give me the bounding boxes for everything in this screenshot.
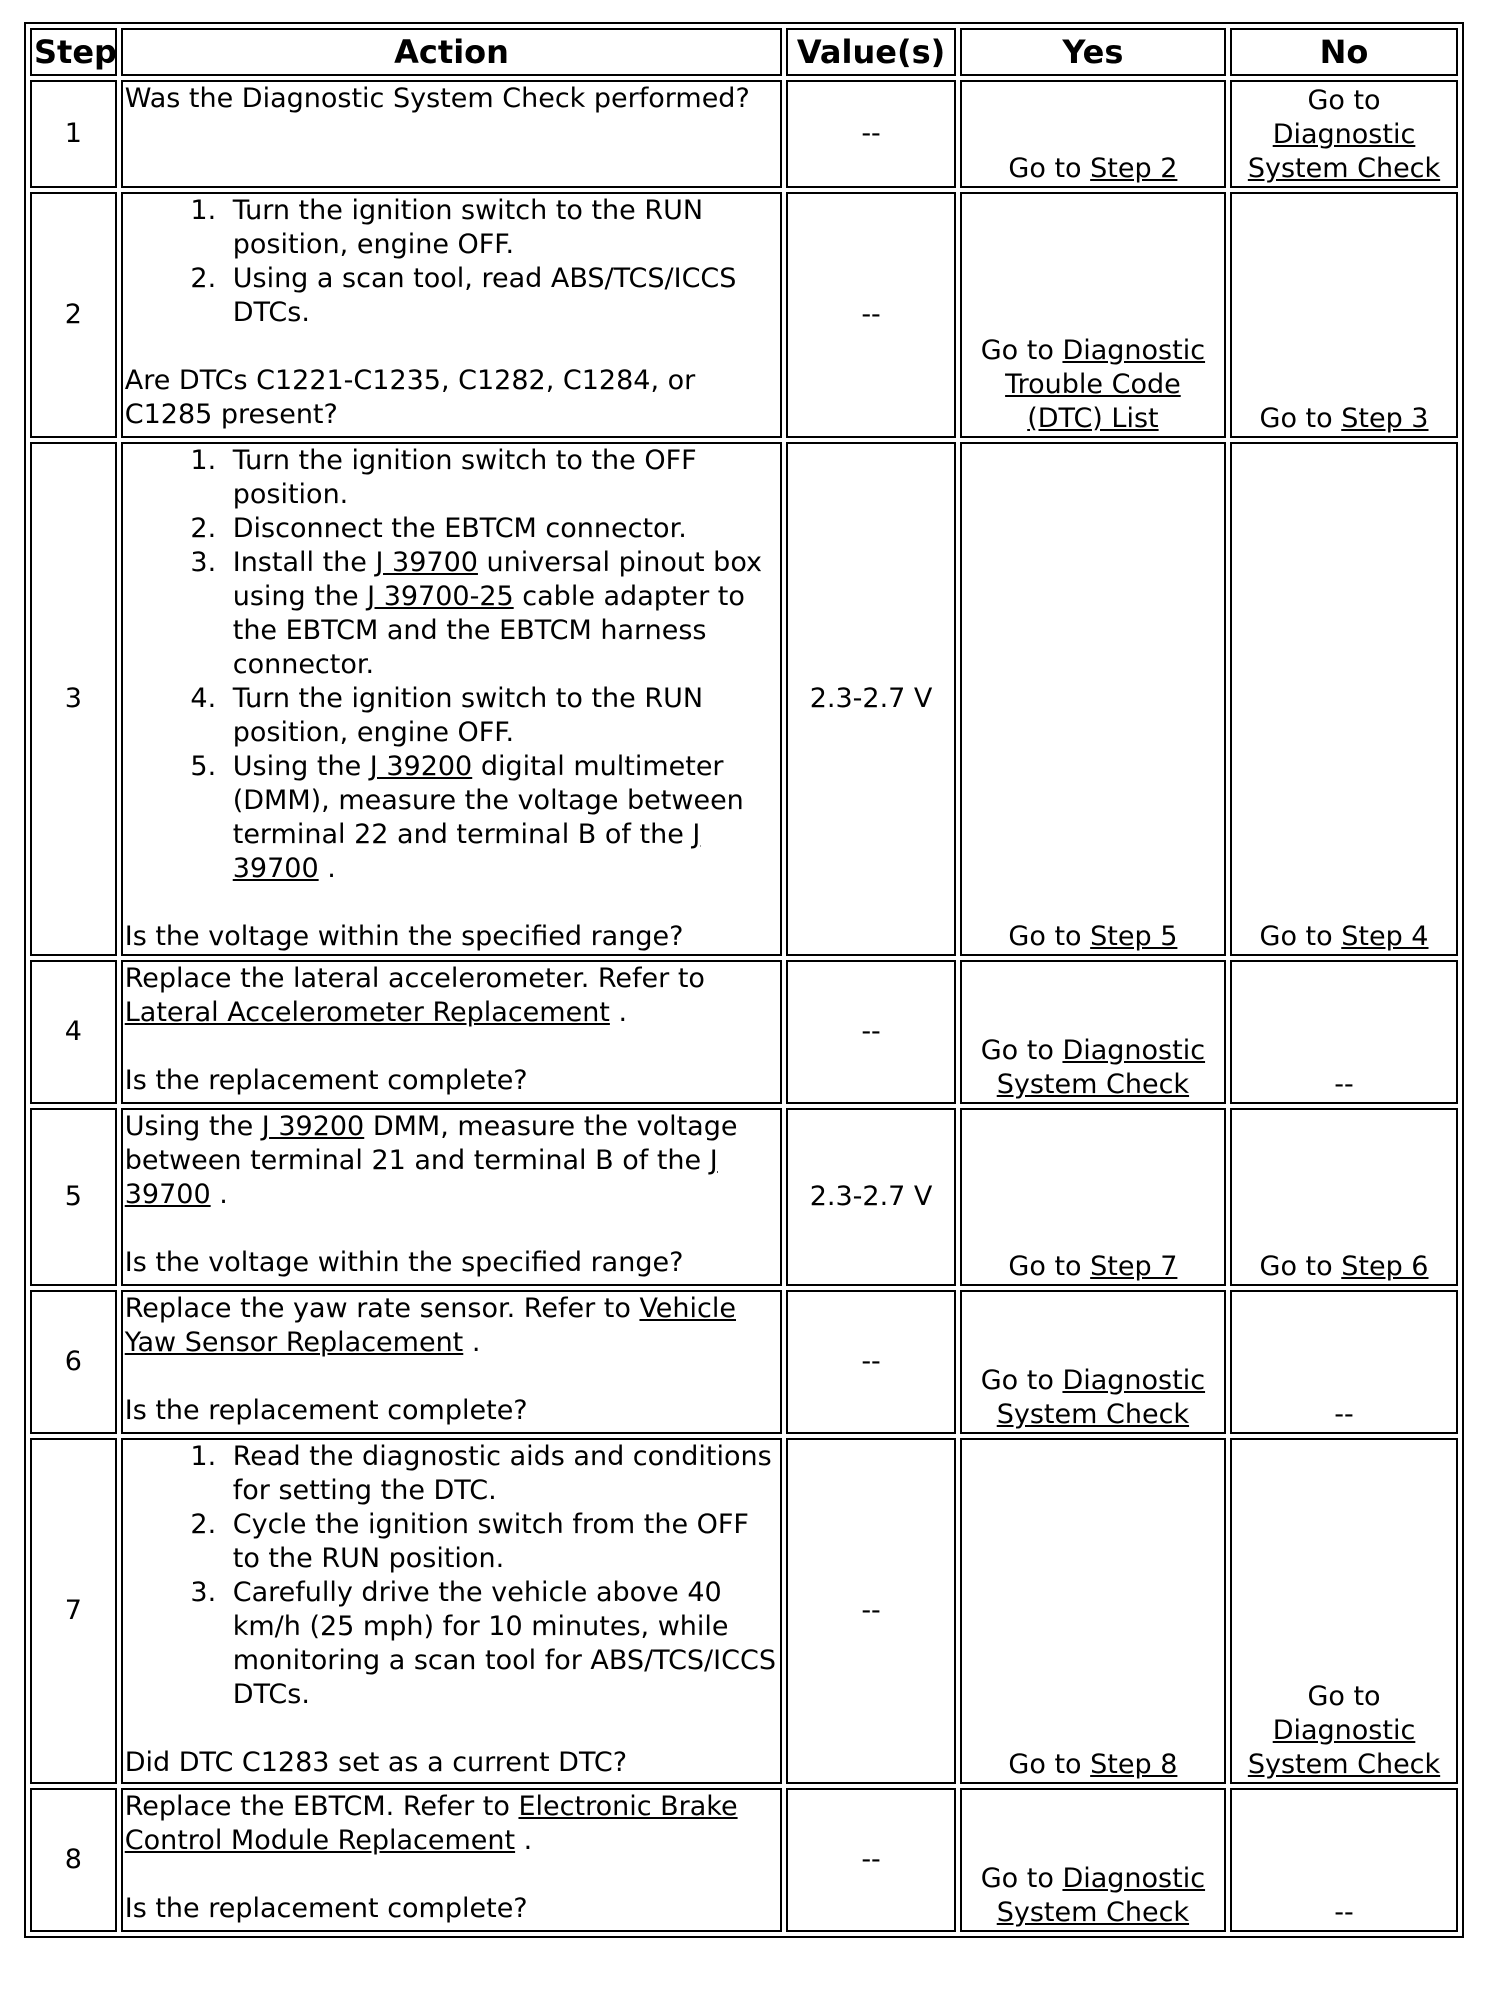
step-number: 5 xyxy=(30,1108,117,1286)
action-text xyxy=(125,962,779,1030)
action-pre: Replace the yaw rate sensor. Refer to xyxy=(124,1293,640,1324)
no-cell xyxy=(1230,1438,1458,1784)
action-post: . xyxy=(463,1327,481,1358)
yes-prefix: Go to xyxy=(980,1035,1063,1066)
action-pre: Replace the lateral accelerometer. Refer to xyxy=(124,963,705,994)
diagnostic-table xyxy=(24,22,1464,1938)
link-diagnostic-system-check[interactable]: Diagnostic System Check xyxy=(996,1365,1206,1430)
action-cell xyxy=(121,1290,783,1434)
link-lateral-accelerometer-replacement[interactable]: Lateral Accelerometer Replacement xyxy=(124,997,610,1028)
value-cell: -- xyxy=(786,960,955,1104)
table-row xyxy=(30,80,1458,188)
action-text xyxy=(125,1110,779,1212)
procedure-step: 4. Turn the ignition switch to the RUN position, engine OFF. xyxy=(225,682,779,750)
no-cell xyxy=(1230,192,1458,438)
value-cell: 2.3-2.7 V xyxy=(786,442,955,956)
question-text: Did DTC C1283 set as a current DTC? xyxy=(124,1747,628,1778)
no-cell: -- xyxy=(1230,960,1458,1104)
link-step-6[interactable]: Step 6 xyxy=(1341,1251,1429,1282)
procedure-step: 2. Using a scan tool, read ABS/TCS/ICCS DTCs. xyxy=(225,262,779,330)
procedure-step: 3. Carefully drive the vehicle above 40 km/h (25 mph) for 10 minutes, while monitoring a scan tool for ABS/TCS/ICCS DTCs. xyxy=(225,1576,779,1712)
step-number: 1 xyxy=(30,80,117,188)
procedure-step: 1. Turn the ignition switch to the OFF position. xyxy=(225,444,779,512)
value-cell: -- xyxy=(786,80,955,188)
link-step-5[interactable]: Step 5 xyxy=(1090,921,1178,952)
table-header-row xyxy=(30,28,1458,76)
no-prefix: Go to xyxy=(1259,921,1342,952)
value-cell: 2.3-2.7 V xyxy=(786,1108,955,1286)
no-cell xyxy=(1230,442,1458,956)
action-cell xyxy=(121,442,783,956)
procedure-step xyxy=(225,546,779,682)
link-diagnostic-system-check[interactable]: Diagnostic System Check xyxy=(1247,1715,1441,1780)
procedure-step: 1. Turn the ignition switch to the RUN position, engine OFF. xyxy=(225,194,779,262)
link-j-39700[interactable]: J 39700 xyxy=(232,819,701,884)
step-text: digital multimeter (DMM), measure the voltage between terminal 22 and terminal B of the xyxy=(232,751,744,850)
header-step: Step xyxy=(30,28,117,76)
step-number: 2 xyxy=(30,192,117,438)
link-step-2[interactable]: Step 2 xyxy=(1090,153,1178,184)
action-cell xyxy=(121,80,783,188)
procedure-list xyxy=(125,444,779,886)
table-row xyxy=(30,1108,1458,1286)
value-cell: -- xyxy=(786,1788,955,1932)
link-j-39200[interactable]: J 39200 xyxy=(261,1111,365,1142)
step-number: 6 xyxy=(30,1290,117,1434)
header-yes: Yes xyxy=(960,28,1226,76)
yes-cell xyxy=(960,1788,1226,1932)
action-cell xyxy=(121,1108,783,1286)
value-cell: -- xyxy=(786,192,955,438)
header-values: Value(s) xyxy=(786,28,955,76)
link-ebcm-replacement[interactable]: Electronic Brake Control Module Replacement xyxy=(124,1791,738,1856)
question-text: Is the replacement complete? xyxy=(124,1893,528,1924)
table-row xyxy=(30,192,1458,438)
procedure-step: 2. Disconnect the EBTCM connector. xyxy=(225,512,779,546)
yes-cell xyxy=(960,1108,1226,1286)
link-step-3[interactable]: Step 3 xyxy=(1341,403,1429,434)
yes-cell xyxy=(960,442,1226,956)
no-prefix: Go to xyxy=(1307,1681,1381,1712)
action-text xyxy=(125,1790,779,1858)
link-step-7[interactable]: Step 7 xyxy=(1090,1251,1178,1282)
no-cell xyxy=(1230,1108,1458,1286)
action-cell xyxy=(121,960,783,1104)
table-row xyxy=(30,1438,1458,1784)
action-cell xyxy=(121,1438,783,1784)
yes-prefix: Go to xyxy=(1008,921,1091,952)
procedure-step: 2. Cycle the ignition switch from the OFF to the RUN position. xyxy=(225,1508,779,1576)
action-text: Was the Diagnostic System Check performed? xyxy=(124,83,750,114)
action-mid: DMM, measure the voltage between terminal 21 and terminal B of the xyxy=(124,1111,738,1176)
yes-cell xyxy=(960,192,1226,438)
yes-prefix: Go to xyxy=(1008,1251,1091,1282)
yes-prefix: Go to xyxy=(1008,1749,1091,1780)
step-text: cable adapter to the EBTCM and the EBTCM harness connector. xyxy=(232,581,745,680)
yes-cell xyxy=(960,1438,1226,1784)
link-diagnostic-system-check[interactable]: Diagnostic System Check xyxy=(996,1035,1206,1100)
procedure-step xyxy=(225,750,779,886)
step-number: 3 xyxy=(30,442,117,956)
no-cell: -- xyxy=(1230,1788,1458,1932)
action-cell xyxy=(121,192,783,438)
step-number: 4 xyxy=(30,960,117,1104)
link-j-39700[interactable]: J 39700 xyxy=(375,547,478,578)
yes-prefix: Go to xyxy=(980,335,1063,366)
procedure-list xyxy=(125,194,779,330)
step-text: universal pinout box using the xyxy=(232,547,762,612)
step-text: . xyxy=(318,853,336,884)
yes-prefix: Go to xyxy=(980,1863,1063,1894)
action-pre: Using the xyxy=(124,1111,262,1142)
no-prefix: Go to xyxy=(1259,1251,1342,1282)
yes-cell xyxy=(960,960,1226,1104)
link-j-39700[interactable]: J 39700 xyxy=(124,1145,718,1210)
link-step-4[interactable]: Step 4 xyxy=(1341,921,1429,952)
value-cell: -- xyxy=(786,1438,955,1784)
link-vehicle-yaw-sensor-replacement[interactable]: Vehicle Yaw Sensor Replacement xyxy=(124,1293,736,1358)
action-pre: Replace the EBTCM. Refer to xyxy=(124,1791,519,1822)
table-row xyxy=(30,1290,1458,1434)
link-j-39700-25[interactable]: J 39700-25 xyxy=(367,581,514,612)
question-text: Is the replacement complete? xyxy=(124,1395,528,1426)
no-cell: -- xyxy=(1230,1290,1458,1434)
table-row xyxy=(30,960,1458,1104)
link-dtc-list[interactable]: Diagnostic Trouble Code (DTC) List xyxy=(1005,335,1206,434)
question-text: Is the voltage within the specified range? xyxy=(124,921,684,952)
action-post: . xyxy=(210,1179,228,1210)
question-text: Are DTCs C1221-C1235, C1282, C1284, or C1285 present? xyxy=(124,365,696,430)
link-diagnostic-system-check[interactable]: Diagnostic System Check xyxy=(1247,119,1441,184)
step-number: 7 xyxy=(30,1438,117,1784)
table-row xyxy=(30,1788,1458,1932)
action-post: . xyxy=(515,1825,533,1856)
link-step-8[interactable]: Step 8 xyxy=(1090,1749,1178,1780)
no-prefix: Go to xyxy=(1259,403,1342,434)
procedure-list xyxy=(125,1440,779,1712)
procedure-step: 1. Read the diagnostic aids and conditions for setting the DTC. xyxy=(225,1440,779,1508)
header-action: Action xyxy=(121,28,783,76)
action-cell xyxy=(121,1788,783,1932)
step-number: 8 xyxy=(30,1788,117,1932)
step-text: Install the xyxy=(232,547,376,578)
no-cell xyxy=(1230,80,1458,188)
question-text: Is the voltage within the specified range? xyxy=(124,1247,684,1278)
action-text xyxy=(125,1292,779,1360)
header-no: No xyxy=(1230,28,1458,76)
question-text: Is the replacement complete? xyxy=(124,1065,528,1096)
link-j-39200[interactable]: J 39200 xyxy=(369,751,473,782)
table-row xyxy=(30,442,1458,956)
step-text: Using the xyxy=(232,751,370,782)
value-cell: -- xyxy=(786,1290,955,1434)
yes-cell xyxy=(960,80,1226,188)
link-diagnostic-system-check[interactable]: Diagnostic System Check xyxy=(996,1863,1206,1928)
yes-cell xyxy=(960,1290,1226,1434)
yes-prefix: Go to xyxy=(980,1365,1063,1396)
no-prefix: Go to xyxy=(1307,85,1381,116)
action-post: . xyxy=(609,997,628,1028)
yes-prefix: Go to xyxy=(1008,153,1091,184)
